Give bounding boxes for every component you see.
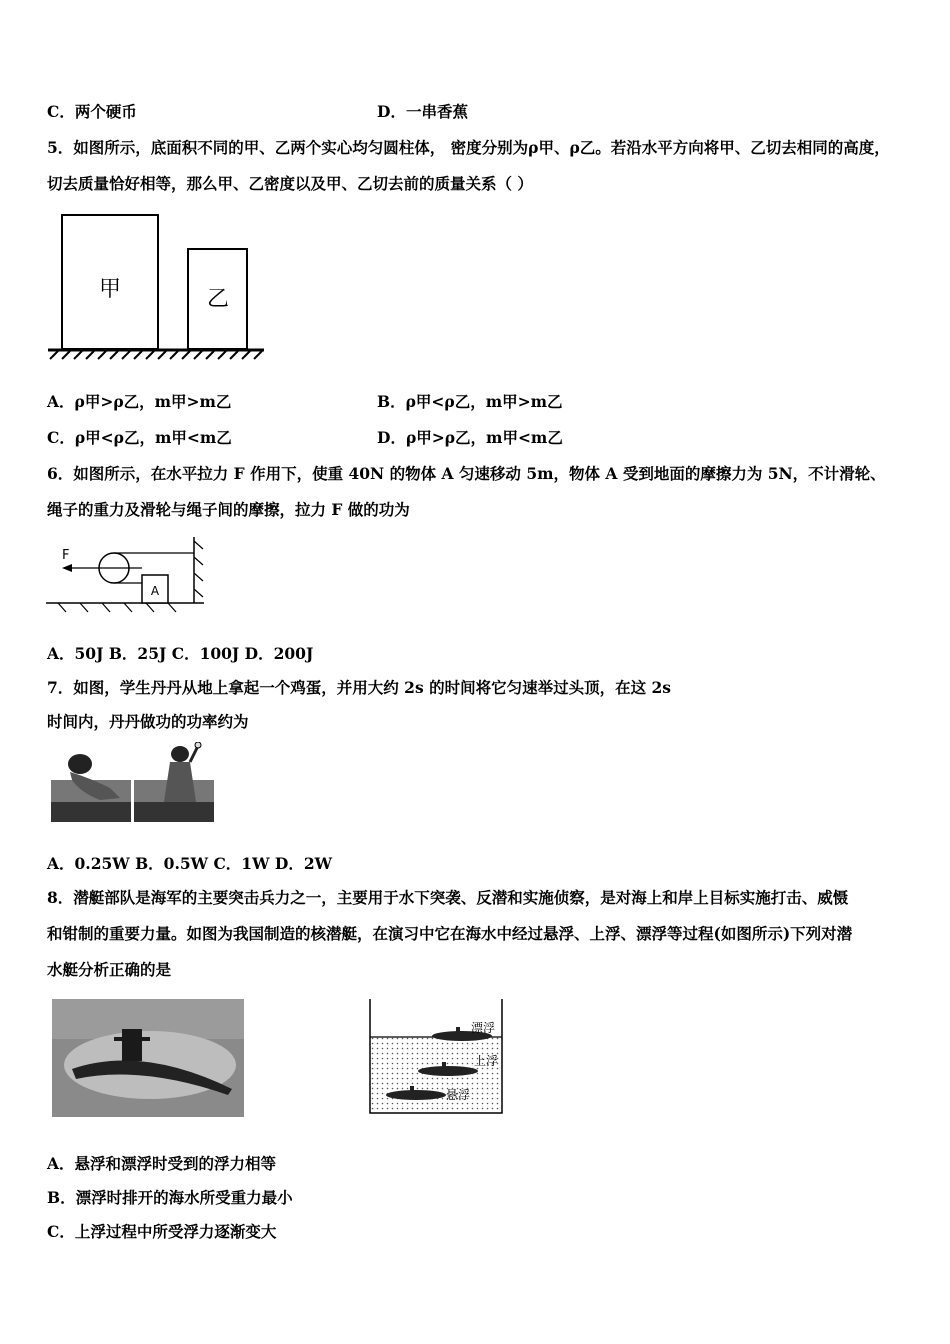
girl-arm-raised [190, 746, 198, 762]
girl-body-right [164, 762, 196, 802]
q5-stem-line1: 5．如图所示，底面积不同的甲、乙两个实心均匀圆柱体， 密度分别为ρ甲、ρ乙。若沿水平方向将甲、乙切去相同的高度， [47, 138, 890, 157]
q6-options: A．50J B．25J C．100J D．200J [47, 644, 314, 663]
q7-girl-egg-images [50, 742, 216, 824]
q5-option-c: C．ρ甲<ρ乙，m甲<m乙 [47, 428, 232, 447]
q8-stem-line2: 和钳制的重要力量。如图为我国制造的核潜艇，在演习中它在海水中经过悬浮、上浮、漂浮等过程(如图所示)下列对潜 [47, 924, 853, 943]
q5-cylinders-figure [46, 210, 268, 365]
q8-stem-line1: 8．潜艇部队是海军的主要突击兵力之一，主要用于水下突袭、反潜和实施侦察，是对海上和岸上目标实施打击、威慑 [47, 888, 849, 907]
sub-suspended [386, 1090, 446, 1100]
block-a-label: A [150, 584, 160, 598]
q8-option-a: A．悬浮和漂浮时受到的浮力相等 [47, 1154, 277, 1173]
q5-option-d: D．ρ甲>ρ乙，m甲<m乙 [377, 428, 563, 447]
q4-option-d: D．一串香蕉 [377, 102, 468, 121]
q7-stem-line2: 时间内，丹丹做功的功率约为 [47, 712, 249, 731]
q5-option-a: A．ρ甲>ρ乙，m甲>m乙 [47, 392, 232, 411]
q8-option-b: B．漂浮时排开的海水所受重力最小 [47, 1188, 293, 1207]
label-suspend: 悬浮 [446, 1088, 471, 1102]
egg-icon [195, 742, 201, 748]
cylinder-yi-label: 乙 [206, 287, 230, 312]
q8-submarine-photo [52, 999, 244, 1117]
sub-rising [418, 1066, 478, 1076]
girl-head-left [68, 754, 92, 774]
force-arrowhead [62, 564, 72, 572]
q6-pulley-figure [44, 533, 214, 613]
submarine-sail [122, 1029, 142, 1061]
q7-options: A．0.25W B．0.5W C．1W D．2W [47, 854, 333, 873]
q4-option-c: C．两个硬币 [47, 102, 137, 121]
q6-stem-line2: 绳子的重力及滑轮与绳子间的摩擦，拉力 F 做的功为 [47, 500, 410, 519]
q8-option-c: C．上浮过程中所受浮力逐渐变大 [47, 1222, 277, 1241]
q5-stem-line2: 切去质量恰好相等，那么甲、乙密度以及甲、乙切去前的质量关系（ ） [47, 174, 533, 193]
q7-stem-line1: 7．如图，学生丹丹从地上拿起一个鸡蛋，并用大约 2s 的时间将它匀速举过头顶，在这 2s [47, 678, 671, 697]
q6-stem-line1: 6．如图所示，在水平拉力 F 作用下，使重 40N 的物体 A 匀速移动 5m，物体 A 受到地面的摩擦力为 5N，不计滑轮、 [47, 464, 886, 483]
cylinder-jia-label: 甲 [98, 277, 122, 302]
label-rise: 上浮 [474, 1054, 499, 1068]
label-float: 漂浮 [471, 1021, 496, 1035]
girl-head-right [171, 746, 189, 762]
ground-hatch [50, 351, 262, 359]
floor-hatch [58, 603, 176, 612]
force-label: F [62, 548, 70, 563]
q8-stem-line3: 水艇分析正确的是 [47, 960, 172, 979]
q8-buoyancy-diagram [366, 997, 506, 1115]
q5-option-b: B．ρ甲<ρ乙，m甲>m乙 [377, 392, 563, 411]
wall-hatch [194, 541, 203, 597]
